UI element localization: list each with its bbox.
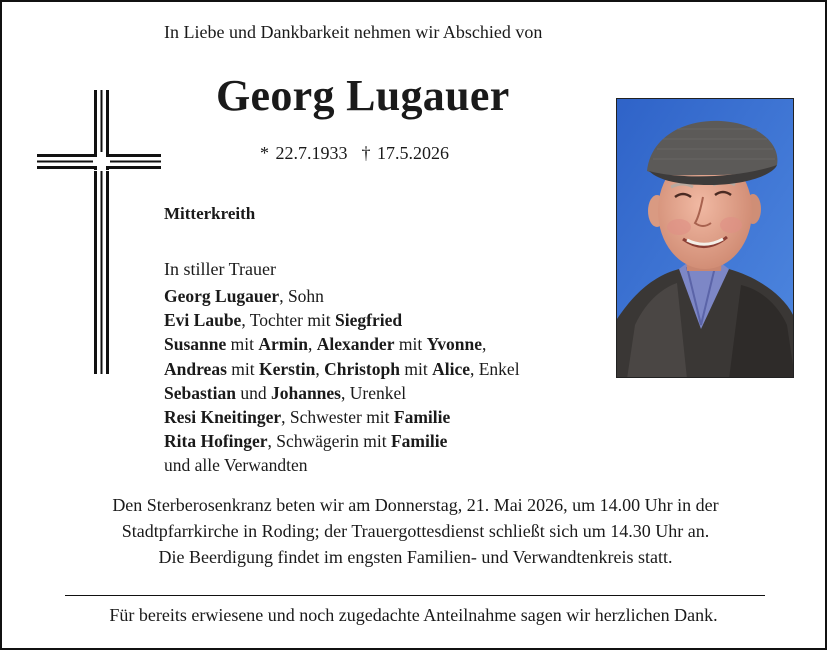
- mourner-name: Christoph: [324, 358, 400, 379]
- mourner-line: [164, 284, 520, 308]
- place-of-residence: Mitterkreith: [164, 204, 256, 223]
- mourner-name: Johannes: [270, 382, 341, 403]
- mourner-line: [164, 332, 520, 356]
- mourner-name: Siegfried: [335, 310, 403, 331]
- mourner-relation: ,: [307, 334, 317, 355]
- mourner-relation: mit: [394, 334, 427, 355]
- service-line-2: Stadtpfarrkirche in Roding; der Trauergottesdienst schließt sich um 14.30 Uhr an.: [121, 521, 710, 541]
- mourner-name: Alexander: [316, 334, 395, 355]
- death-date: † 17.5.2026: [361, 143, 449, 163]
- mourner-name: Sebastian: [164, 382, 236, 403]
- mourner-relation: ,: [315, 358, 325, 379]
- mourner-relation: und alle Verwandten: [164, 455, 308, 476]
- mourner-name: Armin: [258, 334, 308, 355]
- mourner-line: [164, 429, 520, 453]
- mourner-relation: mit: [399, 358, 433, 379]
- mourner-relation: und: [235, 382, 271, 403]
- mourner-relation: mit: [226, 334, 259, 355]
- portrait-photo: [616, 98, 794, 378]
- mourner-name: Evi Laube: [164, 310, 242, 331]
- mourner-line: [164, 357, 520, 381]
- mourner-name: Kerstin: [258, 358, 316, 379]
- service-information: [42, 492, 789, 570]
- mourner-line: [164, 308, 520, 332]
- divider: [65, 595, 765, 596]
- mourner-name: Resi Kneitinger: [164, 407, 282, 428]
- mourner-name: Susanne: [164, 334, 227, 355]
- mourner-relation: , Enkel: [469, 358, 520, 379]
- mourners-list: [164, 284, 520, 478]
- mourner-name: Alice: [432, 358, 470, 379]
- mourner-name: Familie: [393, 407, 451, 428]
- mourner-relation: , Tochter mit: [241, 310, 336, 331]
- mourner-line: [164, 381, 520, 405]
- mourner-relation: ,: [482, 334, 487, 355]
- birth-date: * 22.7.1933: [260, 143, 348, 163]
- mourner-name: Yvonne: [426, 334, 482, 355]
- mourner-line: [164, 405, 520, 429]
- mourner-name: Georg Lugauer: [164, 286, 280, 306]
- mourning-intro: In stiller Trauer: [164, 259, 276, 279]
- thanks-text: Für bereits erwiesene und noch zugedachte Anteilnahme sagen wir herzlichen Dank.: [109, 605, 718, 625]
- mourner-relation: mit: [226, 358, 259, 379]
- deceased-name: Georg Lugauer: [216, 71, 510, 120]
- cross-icon: [35, 88, 163, 376]
- intro-text: In Liebe und Dankbarkeit nehmen wir Abschied von: [164, 22, 543, 42]
- mourner-name: Rita Hofinger: [164, 431, 268, 452]
- mourner-line: [164, 453, 520, 477]
- mourner-name: Familie: [390, 431, 448, 452]
- mourner-relation: , Urenkel: [341, 382, 407, 403]
- mourner-relation: , Sohn: [279, 286, 324, 306]
- service-line-1: Den Sterberosenkranz beten wir am Donnerstag, 21. Mai 2026, um 14.00 Uhr in der: [112, 495, 719, 515]
- mourner-name: Andreas: [164, 358, 227, 379]
- life-dates: [260, 143, 449, 164]
- service-line-3: Die Beerdigung findet im engsten Familien- und Verwandtenkreis statt.: [158, 547, 673, 567]
- mourner-relation: , Schwester mit: [281, 407, 394, 428]
- mourner-relation: , Schwägerin mit: [267, 431, 391, 452]
